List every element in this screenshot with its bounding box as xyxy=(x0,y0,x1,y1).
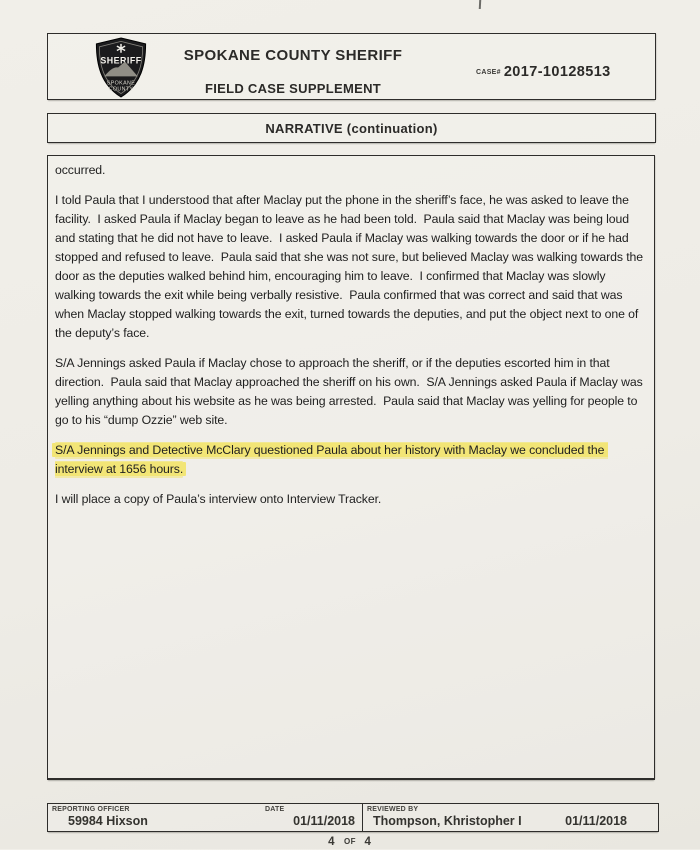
date-label: DATE xyxy=(265,805,285,813)
reviewed-by-label: REVIEWED BY xyxy=(367,805,419,813)
page-total: 4 xyxy=(364,836,372,848)
case-number: 2017-10128513 xyxy=(503,64,611,80)
form-title: FIELD CASE SUPPLEMENT xyxy=(204,81,382,96)
badge-sheriff-text: SHERIFF xyxy=(100,55,142,66)
reporting-officer-label: REPORTING OFFICER xyxy=(52,805,130,813)
reviewed-date-value: 01/11/2018 xyxy=(565,814,627,828)
paragraph-text: I will place a copy of Paula’s interview onto Interview Tracker. xyxy=(55,492,382,506)
paragraph-text: I told Paula that I understood that after Maclay put the phone in the sheriff’s face, he was asked to leave the facility. I asked Paula if Maclay began to leave as he had been told. Paula said that Maclay was being loud and stating that he did not have to leave. I asked Paula if Maclay was walking towards the door or if he had stopped and refused to leave. Paula said that she was not sure, but believed Maclay was walking towards the door as the deputies walked behind him, encouraging him to leave. I confirmed that Maclay was slowly walking towards the exit while being verbally resistive. Paula confirmed that was correct and said that was when Maclay stopped walking towards the exit, turned towards the deputies, and put the object next to one of the deputy’s face. xyxy=(55,193,647,340)
reviewed-by-cell xyxy=(363,804,658,831)
page-number xyxy=(0,832,700,850)
narrative-paragraph xyxy=(55,441,647,479)
section-title: NARRATIVE (continuation) xyxy=(265,120,438,136)
badge-spokane-text: SPOKANE xyxy=(106,80,136,87)
page-of-label: OF xyxy=(343,837,357,846)
narrative-paragraph xyxy=(55,354,647,430)
badge-county-text: COUNTY xyxy=(108,86,134,93)
section-title-box xyxy=(47,113,656,143)
narrative-paragraph xyxy=(55,191,647,343)
reviewed-by-value: Thompson, Khristopher I xyxy=(373,814,522,828)
page-current: 4 xyxy=(328,836,336,848)
narrative-paragraph xyxy=(55,161,647,180)
paragraph-text: occurred. xyxy=(55,163,106,177)
reporting-officer-cell xyxy=(48,804,261,831)
reporting-officer-value: 59984 Hixson xyxy=(68,814,148,828)
narrative-box xyxy=(47,155,655,780)
case-number-line xyxy=(476,64,611,80)
date-cell xyxy=(261,804,363,831)
scan-artifact-mark xyxy=(479,0,481,9)
narrative-paragraphs xyxy=(55,161,647,509)
case-label: CASE# xyxy=(476,68,501,76)
agency-title: SPOKANE COUNTY SHERIFF xyxy=(183,47,403,64)
header-box xyxy=(47,33,656,100)
highlighted-text: S/A Jennings and Detective McClary questioned Paula about her history with Maclay we concluded the interview at 1656 hours. xyxy=(55,443,608,476)
footer-box xyxy=(47,803,659,832)
narrative-paragraph xyxy=(55,490,647,509)
date-value: 01/11/2018 xyxy=(293,814,355,828)
paragraph-text: S/A Jennings asked Paula if Maclay chose to approach the sheriff, or if the deputies escorted him in that direction. Paula said that Maclay approached the sheriff on his own. S/A Jennings asked Paula if Maclay was yelling anything about his website as he was being arrested. Paula said that Maclay was yelling for people to go to his “dump Ozzie” web site. xyxy=(55,356,646,427)
